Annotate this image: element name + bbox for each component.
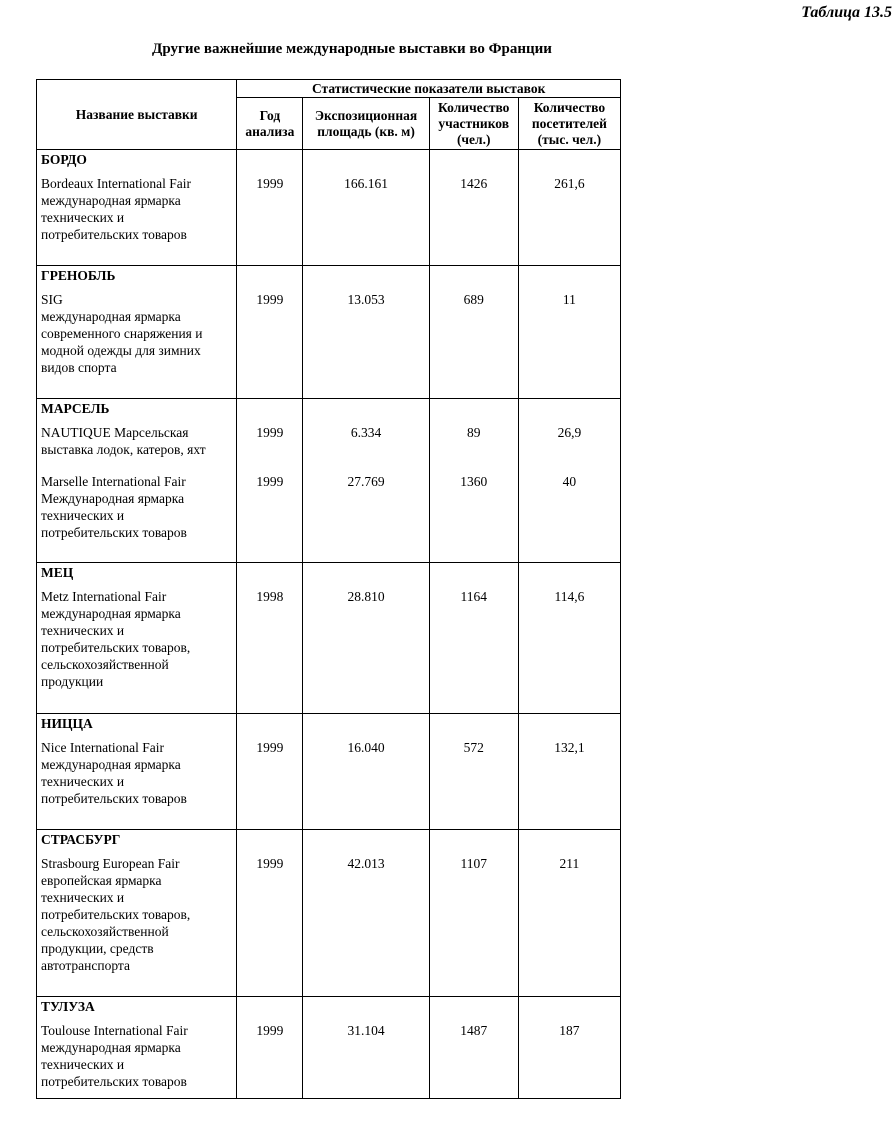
exhibition-entry xyxy=(37,1022,236,1090)
exhibition-line: международная ярмарка xyxy=(41,1040,181,1055)
cell-year xyxy=(237,150,303,266)
exhibition-line: сельскохозяйственной xyxy=(41,924,169,939)
value-participants: 1426 xyxy=(460,176,488,191)
table-number: Таблица 13.5 xyxy=(801,4,892,21)
exhibition-entry xyxy=(37,473,236,541)
value-participants: 1360 xyxy=(460,474,488,489)
exhibition-line: выставка лодок, катеров, яхт xyxy=(41,442,206,457)
header-stats-group: Статистические показатели выставок xyxy=(237,80,621,98)
value-visitors: 11 xyxy=(562,292,576,307)
exhibition-entry xyxy=(37,588,236,690)
exhibition-line: потребительских товаров xyxy=(41,525,187,540)
exhibition-line: международная ярмарка xyxy=(41,606,181,621)
city-name: СТРАСБУРГ xyxy=(41,832,121,847)
table-body xyxy=(37,150,621,1099)
exhibition-line: Nice International Fair xyxy=(41,740,164,755)
table-row xyxy=(37,399,621,563)
table-row xyxy=(37,830,621,997)
exhibition-line: технических и xyxy=(41,623,125,638)
cell-year xyxy=(237,563,303,714)
header-name: Название выставки xyxy=(37,80,237,150)
value-year: 1999 xyxy=(256,856,284,871)
value-participants: 1107 xyxy=(460,856,487,871)
value-participants: 689 xyxy=(463,292,484,307)
value-visitors: 132,1 xyxy=(554,740,585,755)
exhibition-line: продукции xyxy=(41,674,104,689)
cell-visitors xyxy=(518,714,620,830)
cell-visitors xyxy=(518,150,620,266)
value-participants: 1164 xyxy=(460,589,487,604)
exhibition-line: международная ярмарка xyxy=(41,757,181,772)
value-participants: 89 xyxy=(466,425,481,440)
cell-visitors xyxy=(518,399,620,563)
cell-exhibition-name xyxy=(37,150,237,266)
cell-visitors xyxy=(518,997,620,1099)
cell-participants xyxy=(429,714,518,830)
value-year: 1999 xyxy=(256,425,284,440)
exhibition-line: технических и xyxy=(41,774,125,789)
header-area: Экспозиционная площадь (кв. м) xyxy=(303,98,429,150)
exhibition-line: видов спорта xyxy=(41,360,117,375)
exhibition-line: Metz International Fair xyxy=(41,589,167,604)
exhibition-line: Strasbourg European Fair xyxy=(41,856,180,871)
exhibition-line: Toulouse International Fair xyxy=(41,1023,188,1038)
exhibition-line: технических и xyxy=(41,210,125,225)
entry-gap xyxy=(37,458,236,473)
exhibitions-table xyxy=(36,79,621,1099)
value-year: 1999 xyxy=(256,176,284,191)
exhibition-line: международная ярмарка xyxy=(41,309,181,324)
exhibition-line: Marselle International Fair xyxy=(41,474,186,489)
cell-year xyxy=(237,714,303,830)
cell-year xyxy=(237,266,303,399)
value-area: 6.334 xyxy=(350,425,382,440)
header-year: Год анализа xyxy=(237,98,303,150)
cell-visitors xyxy=(518,830,620,997)
exhibition-line: Международная ярмарка xyxy=(41,491,185,506)
cell-area xyxy=(303,830,429,997)
value-area: 28.810 xyxy=(347,589,385,604)
exhibition-entry xyxy=(37,291,236,376)
cell-visitors xyxy=(518,266,620,399)
cell-participants xyxy=(429,399,518,563)
cell-area xyxy=(303,714,429,830)
table-row xyxy=(37,997,621,1099)
value-area: 31.104 xyxy=(347,1023,385,1038)
cell-year xyxy=(237,830,303,997)
city-name: МАРСЕЛЬ xyxy=(41,401,110,416)
exhibition-line: технических и xyxy=(41,890,125,905)
entry-gap xyxy=(430,458,518,473)
cell-year xyxy=(237,399,303,563)
exhibition-line: модной одежды для зимних xyxy=(41,343,201,358)
value-year: 1999 xyxy=(256,1023,284,1038)
city-name: МЕЦ xyxy=(41,565,74,580)
entry-gap xyxy=(237,458,302,473)
exhibition-entry xyxy=(37,424,236,458)
exhibition-line: потребительских товаров, xyxy=(41,640,191,655)
cell-exhibition-name xyxy=(37,714,237,830)
value-participants: 572 xyxy=(463,740,484,755)
value-year: 1999 xyxy=(256,292,284,307)
value-year: 1999 xyxy=(256,740,284,755)
header-visitors: Количество посетителей (тыс. чел.) xyxy=(518,98,620,150)
exhibition-line: европейская ярмарка xyxy=(41,873,162,888)
cell-participants xyxy=(429,266,518,399)
exhibition-line: сельскохозяйственной xyxy=(41,657,169,672)
cell-participants xyxy=(429,563,518,714)
exhibition-line: потребительских товаров xyxy=(41,791,187,806)
cell-area xyxy=(303,266,429,399)
exhibition-line: NAUTIQUE Марсельская xyxy=(41,425,189,440)
value-area: 13.053 xyxy=(347,292,385,307)
city-name: ГРЕНОБЛЬ xyxy=(41,268,116,283)
cell-participants xyxy=(429,150,518,266)
exhibition-entry xyxy=(37,175,236,243)
table-row xyxy=(37,266,621,399)
cell-exhibition-name xyxy=(37,563,237,714)
cell-area xyxy=(303,997,429,1099)
table-row xyxy=(37,714,621,830)
value-area: 166.161 xyxy=(344,176,388,191)
exhibition-entry xyxy=(37,855,236,974)
exhibition-line: современного снаряжения и xyxy=(41,326,203,341)
value-visitors: 187 xyxy=(559,1023,580,1038)
exhibition-line: потребительских товаров, xyxy=(41,907,191,922)
city-name: НИЦЦА xyxy=(41,716,93,731)
value-area: 27.769 xyxy=(347,474,385,489)
value-area: 42.013 xyxy=(347,856,385,871)
exhibition-line: SIG xyxy=(41,292,63,307)
cell-year xyxy=(237,997,303,1099)
table-header xyxy=(37,80,621,150)
value-year: 1999 xyxy=(256,474,284,489)
value-area: 16.040 xyxy=(347,740,385,755)
cell-area xyxy=(303,399,429,563)
city-name: ТУЛУЗА xyxy=(41,999,95,1014)
cell-exhibition-name xyxy=(37,997,237,1099)
cell-participants xyxy=(429,997,518,1099)
cell-exhibition-name xyxy=(37,399,237,563)
table-row xyxy=(37,150,621,266)
exhibition-line: технических и xyxy=(41,1057,125,1072)
value-visitors: 26,9 xyxy=(557,425,582,440)
exhibition-entry xyxy=(37,739,236,807)
value-visitors: 114,6 xyxy=(554,589,585,604)
value-year: 1998 xyxy=(256,589,284,604)
exhibition-line: потребительских товаров xyxy=(41,1074,187,1089)
exhibition-line: потребительских товаров xyxy=(41,227,187,242)
cell-area xyxy=(303,563,429,714)
city-name: БОРДО xyxy=(41,152,87,167)
cell-area xyxy=(303,150,429,266)
exhibition-line: международная ярмарка xyxy=(41,193,181,208)
value-visitors: 261,6 xyxy=(554,176,585,191)
value-visitors: 211 xyxy=(559,856,580,871)
entry-gap xyxy=(303,458,428,473)
cell-exhibition-name xyxy=(37,266,237,399)
cell-participants xyxy=(429,830,518,997)
exhibition-line: технических и xyxy=(41,508,125,523)
header-participants: Количество участников (чел.) xyxy=(429,98,518,150)
value-participants: 1487 xyxy=(460,1023,488,1038)
exhibition-line: автотранспорта xyxy=(41,958,130,973)
table-row xyxy=(37,563,621,714)
entry-gap xyxy=(519,458,620,473)
cell-exhibition-name xyxy=(37,830,237,997)
exhibition-line: продукции, средств xyxy=(41,941,154,956)
value-visitors: 40 xyxy=(562,474,577,489)
exhibition-line: Bordeaux International Fair xyxy=(41,176,191,191)
cell-visitors xyxy=(518,563,620,714)
table-title: Другие важнейшие международные выставки во Франции xyxy=(152,41,552,57)
